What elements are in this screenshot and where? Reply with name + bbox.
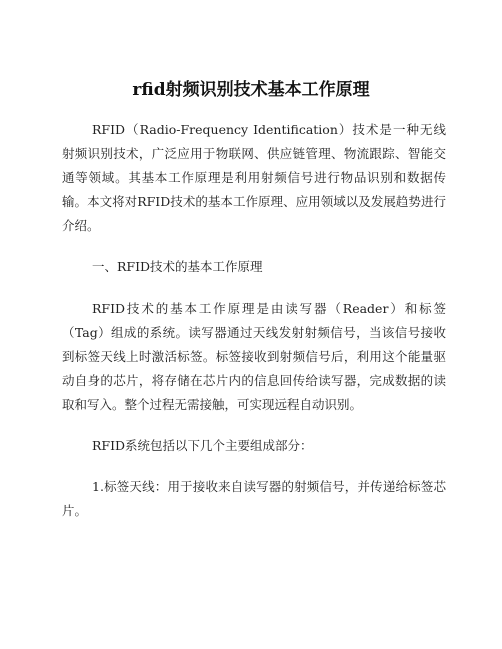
- component-item-1: 1.标签天线：用于接收来自读写器的射频信号，并传递给标签芯片。: [62, 479, 446, 518]
- intro-paragraph: RFID（Radio-Frequency Identification）技术是一种无线射频识别技术，广泛应用于物联网、供应链管理、物流跟踪、智能交通等领域。其基本工作原理是利用射频信号进行物品识别和数据传输。本文将对RFID技术的基本工作原理、应用领域以及发展趋势进行介绍。: [62, 122, 446, 233]
- document-body: [62, 118, 446, 540]
- principle-paragraph: RFID技术的基本工作原理是由读写器（Reader）和标签（Tag）组成的系统。读写器通过天线发射射频信号，当该信号接收到标签天线上时激活标签。标签接收到射频信号后，利用这个能量驱动自身的芯片，将存储在芯片内的信息回传给读写器，完成数据的读取和写入。整个过程无需接触，可实现远程自动识别。: [62, 301, 446, 412]
- section-heading: 一、RFID技术的基本工作原理: [92, 259, 263, 274]
- components-intro-paragraph: RFID系统包括以下几个主要组成部分：: [92, 438, 313, 453]
- document-title: rfid射频识别技术基本工作原理: [132, 80, 370, 100]
